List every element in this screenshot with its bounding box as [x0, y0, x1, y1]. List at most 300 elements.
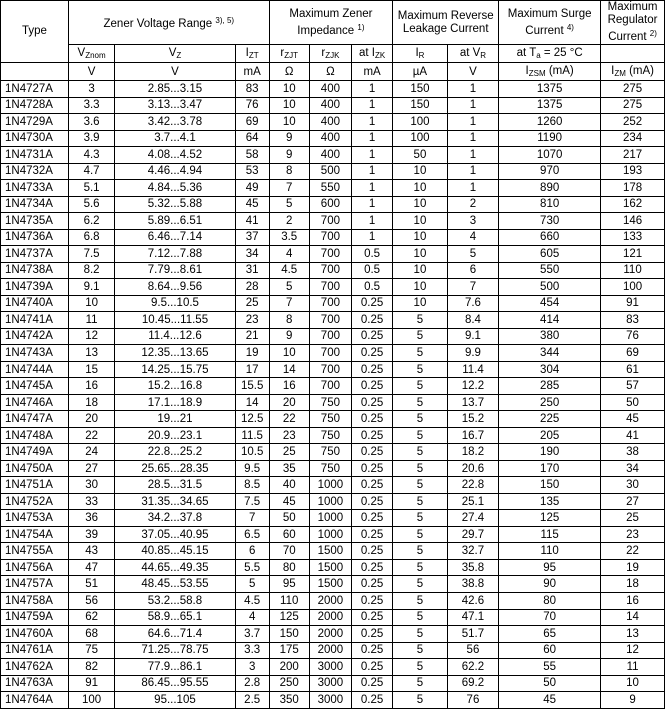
type-cell: 1N4739A: [1, 279, 69, 296]
vznom-symbol: $V_{Znom}$: [68, 45, 114, 63]
vz-range-cell: 71.25...78.75: [115, 642, 235, 659]
max-surge-current-header: Maximum Surge Current $^{4)}$: [499, 1, 601, 45]
vznom-cell: 12: [68, 328, 114, 345]
vr-cell: 8.4: [447, 312, 498, 329]
ir-cell: 5: [393, 394, 448, 411]
izm-cell: 13: [601, 626, 665, 643]
izt-cell: 5.5: [235, 559, 269, 576]
rzjt-cell: 9: [269, 147, 309, 164]
izt-cell: 5: [235, 576, 269, 593]
type-cell: 1N4727A: [1, 81, 69, 98]
rzjk-cell: 1500: [309, 543, 351, 560]
rzjk-cell: 400: [309, 81, 351, 98]
vz-range-cell: 3.13...3.47: [115, 97, 235, 114]
vznom-cell: 20: [68, 411, 114, 428]
izsm-cell: 1375: [499, 97, 601, 114]
table-row: [1, 345, 665, 362]
vz-range-cell: 6.46...7.14: [115, 229, 235, 246]
izm-cell: 234: [601, 130, 665, 147]
type-cell: 1N4757A: [1, 576, 69, 593]
rzjt-cell: 10: [269, 114, 309, 131]
vznom-cell: 56: [68, 592, 114, 609]
izt-cell: 4.5: [235, 592, 269, 609]
izm-cell: 76: [601, 328, 665, 345]
izsm-cell: 380: [499, 328, 601, 345]
rzjk-cell: 2000: [309, 626, 351, 643]
vznom-cell: 33: [68, 493, 114, 510]
type-cell: 1N4744A: [1, 361, 69, 378]
table-row: [1, 427, 665, 444]
izt-cell: 53: [235, 163, 269, 180]
table-row: [1, 576, 665, 593]
izm-cell: 61: [601, 361, 665, 378]
rzjk-cell: 750: [309, 411, 351, 428]
izm-cell: 10: [601, 675, 665, 692]
izt-cell: 12.5: [235, 411, 269, 428]
izm-cell: 133: [601, 229, 665, 246]
rzjk-cell: 1000: [309, 526, 351, 543]
izm-cell: 217: [601, 147, 665, 164]
rzjt-cell: 45: [269, 493, 309, 510]
ir-cell: 5: [393, 378, 448, 395]
vznom-cell: 10: [68, 295, 114, 312]
rzjt-cell: 200: [269, 659, 309, 676]
izk-cell: 0.25: [352, 361, 393, 378]
izm-cell: 178: [601, 180, 665, 197]
vr-cell: 1: [447, 163, 498, 180]
izt-cell: 8.5: [235, 477, 269, 494]
vznom-cell: 15: [68, 361, 114, 378]
izk-cell: 0.25: [352, 460, 393, 477]
ir-cell: 5: [393, 460, 448, 477]
izsm-cell: 90: [499, 576, 601, 593]
vr-cell: 6: [447, 262, 498, 279]
zener-voltage-range-header: Zener Voltage Range $^{3), 5)}$: [68, 1, 269, 45]
izt-cell: 37: [235, 229, 269, 246]
type-cell: 1N4755A: [1, 543, 69, 560]
izk-cell: 0.25: [352, 692, 393, 709]
type-cell: 1N4729A: [1, 114, 69, 131]
type-cell: 1N4749A: [1, 444, 69, 461]
table-row: [1, 411, 665, 428]
type-cell: 1N4735A: [1, 213, 69, 230]
rzjt-cell: 10: [269, 97, 309, 114]
izk-cell: 0.5: [352, 246, 393, 263]
izk-cell: 0.25: [352, 477, 393, 494]
rzjk-cell: 700: [309, 246, 351, 263]
vz-range-cell: 3.7...4.1: [115, 130, 235, 147]
izk-cell: 0.25: [352, 411, 393, 428]
vz-range-cell: 53.2...58.8: [115, 592, 235, 609]
izt-cell: 2.5: [235, 692, 269, 709]
vr-cell: 5: [447, 246, 498, 263]
rzjk-symbol: $r_{ZJK}$: [309, 45, 351, 63]
izt-cell: 21: [235, 328, 269, 345]
rzjt-cell: 110: [269, 592, 309, 609]
type-cell: 1N4754A: [1, 526, 69, 543]
izsm-cell: 115: [499, 526, 601, 543]
rzjt-cell: 350: [269, 692, 309, 709]
izsm-cell: 45: [499, 692, 601, 709]
vznom-cell: 7.5: [68, 246, 114, 263]
izk-cell: 0.25: [352, 493, 393, 510]
izk-cell: 1: [352, 213, 393, 230]
izt-cell: 10.5: [235, 444, 269, 461]
rzjk-cell: 1500: [309, 576, 351, 593]
izsm-cell: 225: [499, 411, 601, 428]
izm-cell: 12: [601, 642, 665, 659]
type-cell: 1N4738A: [1, 262, 69, 279]
rzjk-cell: 1000: [309, 510, 351, 527]
vznom-cell: 18: [68, 394, 114, 411]
type-cell: 1N4759A: [1, 609, 69, 626]
rzjk-cell: 1500: [309, 559, 351, 576]
izsm-cell: 730: [499, 213, 601, 230]
rzjk-cell: 400: [309, 114, 351, 131]
izk-cell: 0.25: [352, 394, 393, 411]
rzjt-cell: 4.5: [269, 262, 309, 279]
rzjk-cell: 2000: [309, 642, 351, 659]
vznom-cell: 39: [68, 526, 114, 543]
table-row: [1, 180, 665, 197]
izt-cell: 7.5: [235, 493, 269, 510]
vr-cell: 62.2: [447, 659, 498, 676]
type-cell: 1N4751A: [1, 477, 69, 494]
izk-cell: 0.5: [352, 262, 393, 279]
izk-cell: 1: [352, 147, 393, 164]
izt-cell: 6.5: [235, 526, 269, 543]
rzjt-cell: 25: [269, 444, 309, 461]
izt-cell: 9.5: [235, 460, 269, 477]
at-izk-symbol: at $I_{ZK}$: [352, 45, 393, 63]
unit-vz: V: [115, 63, 235, 81]
vz-range-cell: 64.6...71.4: [115, 626, 235, 643]
izsm-cell: 1190: [499, 130, 601, 147]
type-cell: 1N4736A: [1, 229, 69, 246]
izk-cell: 0.25: [352, 345, 393, 362]
table-row: [1, 394, 665, 411]
vz-range-cell: 17.1...18.9: [115, 394, 235, 411]
vz-range-cell: 11.4...12.6: [115, 328, 235, 345]
vr-cell: 18.2: [447, 444, 498, 461]
vz-range-cell: 15.2...16.8: [115, 378, 235, 395]
izsm-cell: 80: [499, 592, 601, 609]
izsm-cell: 500: [499, 279, 601, 296]
izsm-cell: 170: [499, 460, 601, 477]
vznom-cell: 24: [68, 444, 114, 461]
izsm-cell: 660: [499, 229, 601, 246]
vznom-cell: 68: [68, 626, 114, 643]
rzjt-cell: 40: [269, 477, 309, 494]
ir-cell: 5: [393, 559, 448, 576]
izk-cell: 1: [352, 196, 393, 213]
vr-cell: 76: [447, 692, 498, 709]
rzjk-cell: 700: [309, 213, 351, 230]
vr-cell: 27.4: [447, 510, 498, 527]
vr-cell: 1: [447, 81, 498, 98]
ir-cell: 5: [393, 526, 448, 543]
table-row: [1, 262, 665, 279]
ir-cell: 5: [393, 576, 448, 593]
izsm-cell: 304: [499, 361, 601, 378]
table-row: [1, 559, 665, 576]
table-row: [1, 361, 665, 378]
izm-cell: 275: [601, 97, 665, 114]
vz-range-cell: 20.9...23.1: [115, 427, 235, 444]
izk-cell: 0.25: [352, 559, 393, 576]
unit-ir: µA: [393, 63, 448, 81]
izm-cell: 146: [601, 213, 665, 230]
izsm-cell: 60: [499, 642, 601, 659]
izt-cell: 25: [235, 295, 269, 312]
rzjt-cell: 70: [269, 543, 309, 560]
vznom-cell: 47: [68, 559, 114, 576]
izm-cell: 34: [601, 460, 665, 477]
ir-cell: 5: [393, 543, 448, 560]
vr-cell: 9.9: [447, 345, 498, 362]
vznom-cell: 6.8: [68, 229, 114, 246]
ir-cell: 5: [393, 444, 448, 461]
table-row: [1, 295, 665, 312]
table-row: [1, 163, 665, 180]
table-row: [1, 81, 665, 98]
vr-cell: 15.2: [447, 411, 498, 428]
izsm-cell: 890: [499, 180, 601, 197]
type-cell: 1N4730A: [1, 130, 69, 147]
izsm-cell: 810: [499, 196, 601, 213]
izt-cell: 64: [235, 130, 269, 147]
rzjt-cell: 60: [269, 526, 309, 543]
vz-range-cell: 44.65...49.35: [115, 559, 235, 576]
izk-cell: 0.25: [352, 378, 393, 395]
izk-cell: 0.25: [352, 592, 393, 609]
izk-cell: 0.25: [352, 543, 393, 560]
izm-cell: 83: [601, 312, 665, 329]
rzjt-cell: 250: [269, 675, 309, 692]
table-row: [1, 444, 665, 461]
izsm-cell: 135: [499, 493, 601, 510]
vr-cell: 13.7: [447, 394, 498, 411]
unit-rzjk: Ω: [309, 63, 351, 81]
vr-cell: 20.6: [447, 460, 498, 477]
table-row: [1, 692, 665, 709]
izm-cell: 41: [601, 427, 665, 444]
vz-range-cell: 5.89...6.51: [115, 213, 235, 230]
ir-cell: 5: [393, 312, 448, 329]
type-cell: 1N4747A: [1, 411, 69, 428]
vznom-cell: 6.2: [68, 213, 114, 230]
rzjk-cell: 700: [309, 361, 351, 378]
izm-cell: 23: [601, 526, 665, 543]
izsm-cell: 205: [499, 427, 601, 444]
table-row: [1, 493, 665, 510]
rzjk-cell: 500: [309, 163, 351, 180]
rzjk-cell: 400: [309, 147, 351, 164]
izsm-cell: 344: [499, 345, 601, 362]
vz-range-cell: 4.84...5.36: [115, 180, 235, 197]
ir-cell: 5: [393, 659, 448, 676]
type-cell: 1N4740A: [1, 295, 69, 312]
vznom-cell: 9.1: [68, 279, 114, 296]
izt-symbol: $I_{ZT}$: [235, 45, 269, 63]
izk-cell: 0.25: [352, 427, 393, 444]
vr-cell: 29.7: [447, 526, 498, 543]
izk-cell: 0.25: [352, 659, 393, 676]
izsm-cell: 605: [499, 246, 601, 263]
table-header: [1, 1, 665, 81]
vznom-cell: 91: [68, 675, 114, 692]
izt-cell: 17: [235, 361, 269, 378]
izk-cell: 0.25: [352, 626, 393, 643]
vz-range-cell: 37.05...40.95: [115, 526, 235, 543]
vz-range-cell: 28.5...31.5: [115, 477, 235, 494]
rzjt-cell: 22: [269, 411, 309, 428]
table-row: [1, 460, 665, 477]
izk-cell: 1: [352, 163, 393, 180]
rzjk-cell: 700: [309, 229, 351, 246]
izk-cell: 0.25: [352, 675, 393, 692]
rzjt-symbol: $r_{ZJT}$: [269, 45, 309, 63]
rzjt-cell: 8: [269, 312, 309, 329]
vz-range-cell: 7.12...7.88: [115, 246, 235, 263]
rzjt-cell: 7: [269, 295, 309, 312]
izm-cell: 50: [601, 394, 665, 411]
rzjk-cell: 700: [309, 279, 351, 296]
vznom-cell: 62: [68, 609, 114, 626]
vznom-cell: 43: [68, 543, 114, 560]
table-row: [1, 642, 665, 659]
type-header: Type: [1, 1, 69, 63]
vr-cell: 16.7: [447, 427, 498, 444]
izt-cell: 83: [235, 81, 269, 98]
izk-cell: 1: [352, 81, 393, 98]
ir-cell: 5: [393, 345, 448, 362]
vz-range-cell: 25.65...28.35: [115, 460, 235, 477]
izsm-cell: 1260: [499, 114, 601, 131]
vr-cell: 7.6: [447, 295, 498, 312]
vznom-cell: 8.2: [68, 262, 114, 279]
izsm-cell: 414: [499, 312, 601, 329]
type-cell: 1N4745A: [1, 378, 69, 395]
izk-cell: 0.5: [352, 279, 393, 296]
izt-cell: 28: [235, 279, 269, 296]
type-cell: 1N4734A: [1, 196, 69, 213]
rzjk-cell: 400: [309, 130, 351, 147]
table-row: [1, 229, 665, 246]
vznom-cell: 3.9: [68, 130, 114, 147]
table-row: [1, 213, 665, 230]
izm-cell: 193: [601, 163, 665, 180]
izt-cell: 3.7: [235, 626, 269, 643]
izsm-cell: 1070: [499, 147, 601, 164]
vr-cell: 11.4: [447, 361, 498, 378]
izk-cell: 0.25: [352, 295, 393, 312]
izt-cell: 14: [235, 394, 269, 411]
table-row: [1, 196, 665, 213]
rzjt-cell: 8: [269, 163, 309, 180]
type-cell: 1N4761A: [1, 642, 69, 659]
vznom-cell: 4.3: [68, 147, 114, 164]
rzjt-cell: 150: [269, 626, 309, 643]
vz-range-cell: 4.08...4.52: [115, 147, 235, 164]
ir-symbol: $I_R$: [393, 45, 448, 63]
rzjt-cell: 95: [269, 576, 309, 593]
table-row: [1, 526, 665, 543]
vr-cell: 32.7: [447, 543, 498, 560]
table-row: [1, 510, 665, 527]
izsm-cell: 285: [499, 378, 601, 395]
vr-cell: 1: [447, 147, 498, 164]
ir-cell: 5: [393, 411, 448, 428]
izt-cell: 31: [235, 262, 269, 279]
izt-cell: 4: [235, 609, 269, 626]
izk-cell: 0.25: [352, 510, 393, 527]
rzjt-cell: 9: [269, 130, 309, 147]
table-row: [1, 97, 665, 114]
izt-cell: 7: [235, 510, 269, 527]
izk-cell: 0.25: [352, 576, 393, 593]
type-cell: 1N4760A: [1, 626, 69, 643]
rzjk-cell: 750: [309, 427, 351, 444]
izt-cell: 49: [235, 180, 269, 197]
izsm-cell: 550: [499, 262, 601, 279]
izm-cell: 9: [601, 692, 665, 709]
izm-cell: 18: [601, 576, 665, 593]
rzjk-cell: 750: [309, 444, 351, 461]
unit-izsm: $I_{ZSM}$ (mA): [499, 63, 601, 81]
type-cell: 1N4743A: [1, 345, 69, 362]
izk-cell: 1: [352, 97, 393, 114]
izsm-cell: 150: [499, 477, 601, 494]
rzjk-cell: 750: [309, 394, 351, 411]
izsm-cell: 250: [499, 394, 601, 411]
table-row: [1, 328, 665, 345]
table-row: [1, 592, 665, 609]
vr-cell: 47.1: [447, 609, 498, 626]
vr-cell: 22.8: [447, 477, 498, 494]
vr-cell: 35.8: [447, 559, 498, 576]
type-cell: 1N4737A: [1, 246, 69, 263]
izk-cell: 0.25: [352, 312, 393, 329]
ir-cell: 10: [393, 163, 448, 180]
type-cell: 1N4750A: [1, 460, 69, 477]
izsm-cell: 95: [499, 559, 601, 576]
izt-cell: 15.5: [235, 378, 269, 395]
izm-cell: 162: [601, 196, 665, 213]
vznom-cell: 82: [68, 659, 114, 676]
ir-cell: 5: [393, 675, 448, 692]
izt-cell: 6: [235, 543, 269, 560]
vz-range-cell: 12.35...13.65: [115, 345, 235, 362]
vznom-cell: 4.7: [68, 163, 114, 180]
rzjk-cell: 700: [309, 312, 351, 329]
unit-izt: mA: [235, 63, 269, 81]
ir-cell: 5: [393, 692, 448, 709]
izsm-cell: 110: [499, 543, 601, 560]
vr-cell: 1: [447, 180, 498, 197]
vznom-cell: 51: [68, 576, 114, 593]
ir-cell: 5: [393, 493, 448, 510]
table-row: [1, 543, 665, 560]
rzjt-cell: 2: [269, 213, 309, 230]
rzjt-cell: 5: [269, 196, 309, 213]
izm-cell: 14: [601, 609, 665, 626]
vznom-cell: 3.3: [68, 97, 114, 114]
type-cell: 1N4728A: [1, 97, 69, 114]
vz-range-cell: 14.25...15.75: [115, 361, 235, 378]
rzjk-cell: 550: [309, 180, 351, 197]
vz-range-cell: 77.9...86.1: [115, 659, 235, 676]
